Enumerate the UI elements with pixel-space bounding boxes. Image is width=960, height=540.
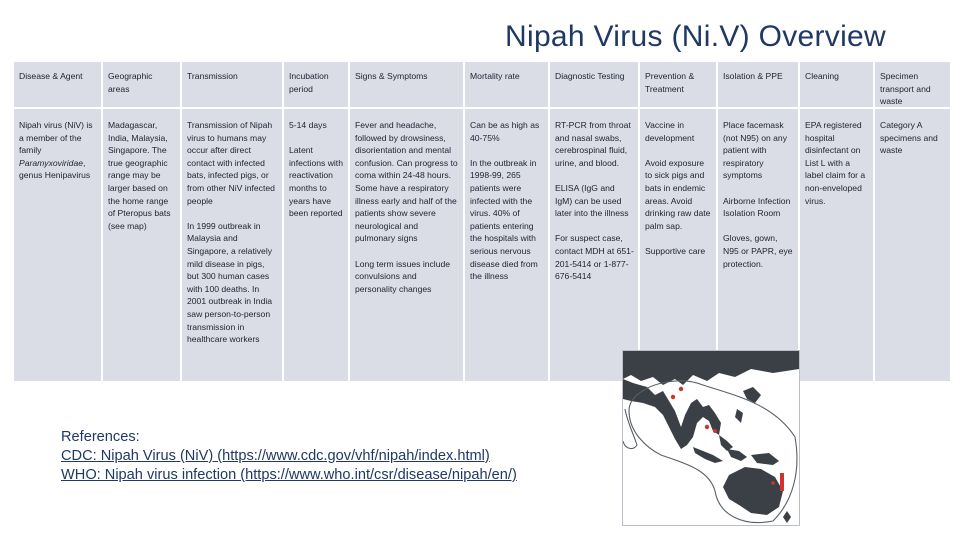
prevention-care: Supportive care xyxy=(645,245,706,256)
prevention-avoid: Avoid exposure to sick pigs and bats in endemic areas. Avoid drinking raw date palm sap. xyxy=(645,157,711,231)
diagnostic-rtpcr: RT-PCR from throat and nasal swabs, cerebrospinal fluid, urine, and blood. xyxy=(555,120,631,168)
header-mortality-rate: Mortality rate xyxy=(465,62,548,107)
header-transmission: Transmission xyxy=(182,62,282,107)
cell-isolation-ppe xyxy=(718,109,798,381)
header-disease-agent: Disease & Agent xyxy=(14,62,101,107)
header-geographic-areas: Geographic areas xyxy=(103,62,180,107)
isolation-room: Airborne Infection Isolation Room xyxy=(723,195,791,219)
outbreak-marker xyxy=(771,481,775,485)
mortality-rate-text: Can be as high as 40-75% xyxy=(470,120,540,143)
cleaning-text: EPA registered hospital disinfectant on List L with a label claim for a non-enveloped virus. xyxy=(805,120,866,206)
who-reference-link[interactable]: WHO: Nipah virus infection (https://www.who.int/csr/disease/nipah/en/) xyxy=(61,467,517,483)
cdc-reference-link[interactable]: CDC: Nipah Virus (NiV) (https://www.cdc.gov/vhf/nipah/index.html) xyxy=(61,448,490,464)
header-incubation-period: Incubation period xyxy=(284,62,348,107)
cell-prevention-treatment xyxy=(640,109,716,381)
transmission-text: Transmission of Nipah virus to humans may occur after direct contact with infected bats, infected pigs, or from other NiV infected people xyxy=(187,120,275,206)
header-cleaning: Cleaning xyxy=(800,62,873,107)
cell-mortality-rate xyxy=(465,109,548,381)
cell-cleaning xyxy=(800,109,873,381)
diagnostic-contact: For suspect case, contact MDH at 651-201-5414 or 1-877-676-5414 xyxy=(555,233,634,282)
isolation-facemask: Place facemask (not N95) on any patient with respiratory symptoms xyxy=(723,120,788,181)
header-signs-symptoms: Signs & Symptoms xyxy=(350,62,463,107)
cell-signs-symptoms xyxy=(350,109,463,381)
references-heading: References: xyxy=(61,429,140,445)
page-title: Nipah Virus (Ni.V) Overview xyxy=(505,20,886,53)
prevention-vaccine: Vaccine in development xyxy=(645,120,695,143)
specimen-text: Category A specimens and waste xyxy=(880,120,938,156)
disease-agent-family: Paramyxoviridae xyxy=(19,157,83,168)
symptoms-text: Fever and headache, followed by drowsiness, disorientation and mental confusion. Can progress to coma within 24-48 hours. Some have a respiratory illness early and half of the patients show severe neurological and pulmonary signs xyxy=(355,120,458,244)
incubation-days: 5-14 days xyxy=(289,120,327,130)
symptoms-long-term: Long term issues include convulsions and personality changes xyxy=(355,258,451,294)
cell-diagnostic-testing xyxy=(550,109,638,381)
cell-geographic-areas xyxy=(103,109,180,381)
isolation-ppe: Gloves, gown, N95 or PAPR, eye protection. xyxy=(723,233,793,269)
cell-incubation-period xyxy=(284,109,348,381)
outbreak-marker xyxy=(780,473,784,491)
cell-disease-agent xyxy=(14,109,101,381)
header-isolation-ppe: Isolation & PPE xyxy=(718,62,798,107)
disease-agent-genus: , genus Henipavirus xyxy=(19,157,91,181)
outbreak-marker xyxy=(671,395,675,399)
cell-specimen-transport xyxy=(875,109,950,381)
outbreak-marker xyxy=(679,387,683,391)
distribution-map xyxy=(622,350,800,526)
incubation-latent-text: Latent infections with reactivation months to years have been reported xyxy=(289,145,343,219)
distribution-map-graphic xyxy=(623,351,799,525)
geographic-areas-text: Madagascar, India, Malaysia, Singapore. The true geographic range may be larger based on the home range of Pteropus bats (see map) xyxy=(108,120,171,231)
header-diagnostic-testing: Diagnostic Testing xyxy=(550,62,638,107)
mortality-outbreak-text: In the outbreak in 1998-99, 265 patients were infected with the virus. 40% of patients entering the hospitals with serious nervous disease died from the illness xyxy=(470,157,538,282)
outbreak-marker xyxy=(705,425,709,429)
diagnostic-elisa: ELISA (IgG and IgM) can be used later into the illness xyxy=(555,182,629,219)
references xyxy=(61,428,517,485)
transmission-outbreak-text: In 1999 outbreak in Malaysia and Singapore, a relatively mild disease in pigs, but 300 human cases with 100 deaths. In 2001 outbreak in India saw person-to-person transmission in healthcare workers xyxy=(187,220,273,345)
header-prevention-treatment: Prevention & Treatment xyxy=(640,62,716,107)
disease-agent-text: Nipah virus (NiV) is a member of the family xyxy=(19,120,93,156)
header-specimen-transport: Specimen transport and waste xyxy=(875,62,950,107)
outbreak-marker xyxy=(713,429,717,433)
cell-transmission xyxy=(182,109,282,381)
overview-table xyxy=(14,62,960,381)
